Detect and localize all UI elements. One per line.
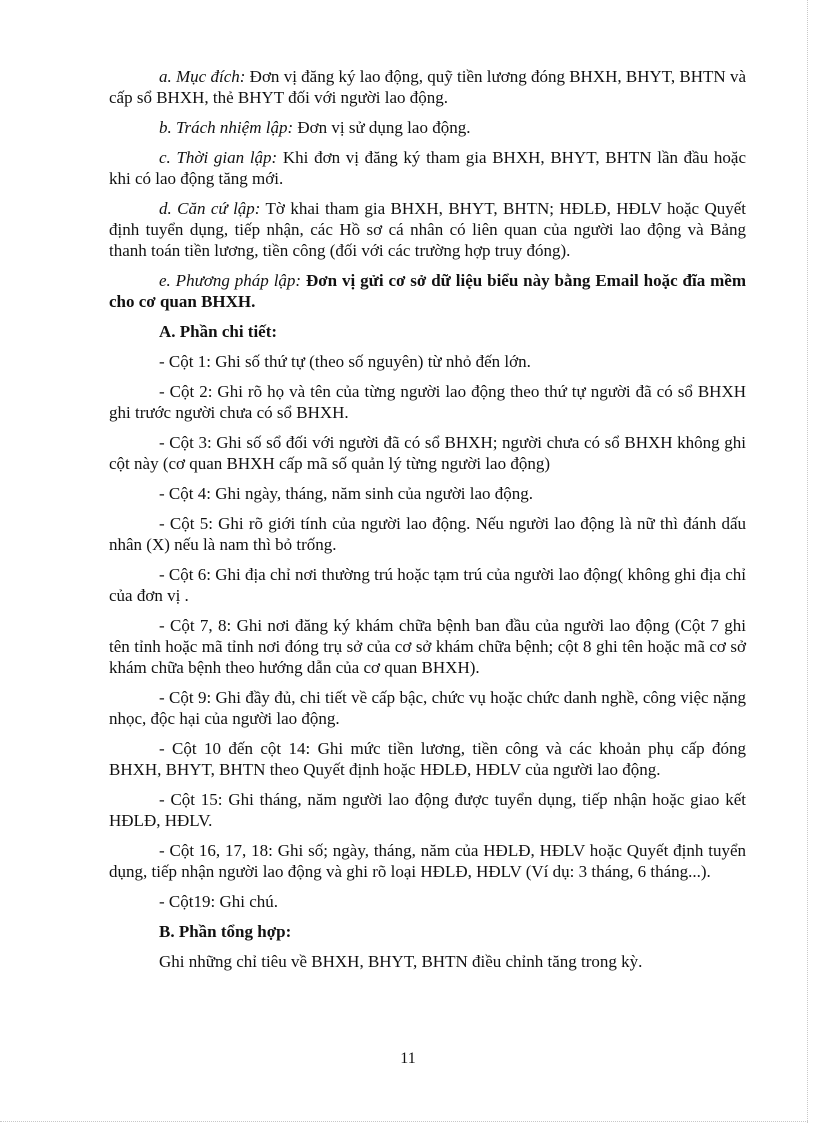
paragraph-time [109, 147, 746, 189]
list-item-col15: - Cột 15: Ghi tháng, năm người lao động được tuyển dụng, tiếp nhận hoặc giao kết HĐLĐ, HĐLV. [109, 790, 746, 830]
purpose-text: Đơn vị đăng ký lao động, quỹ tiền lương đóng BHXH, BHYT, BHTN và cấp sổ BHXH, thẻ BHYT đối với người lao động. [109, 67, 746, 107]
paragraph-purpose [109, 66, 746, 108]
list-item-col9: - Cột 9: Ghi đầy đủ, chi tiết về cấp bậc, chức vụ hoặc chức danh nghề, công việc nặng nhọc, độc hại của người lao động. [109, 688, 746, 728]
list-item-col3: - Cột 3: Ghi số sổ đối với người đã có sổ BHXH; người chưa có sổ BHXH không ghi cột này (cơ quan BHXH cấp mã số quản lý từng người lao động) [109, 433, 746, 473]
basis-text: Tờ khai tham gia BHXH, BHYT, BHTN; HĐLĐ, HĐLV hoặc Quyết định tuyển dụng, tiếp nhận, các Hồ sơ cá nhân có liên quan của người lao động và Bảng thanh toán tiền lương, tiền công (đối với các trường hợp truy đóng). [109, 199, 746, 260]
section-b-text: Ghi những chỉ tiêu về BHXH, BHYT, BHTN điều chỉnh tăng trong kỳ. [159, 952, 643, 971]
paragraph-basis [109, 198, 746, 261]
list-item-col6: - Cột 6: Ghi địa chỉ nơi thường trú hoặc tạm trú của người lao động( không ghi địa chỉ của đơn vị . [109, 565, 746, 605]
basis-label: d. Căn cứ lập: [159, 199, 261, 218]
method-text: Đơn vị gửi cơ sở dữ liệu biểu này bằng Email hoặc đĩa mềm cho cơ quan BHXH. [109, 271, 746, 311]
list-item-col10-14: - Cột 10 đến cột 14: Ghi mức tiền lương, tiền công và các khoản phụ cấp đóng BHXH, BHYT, BHTN theo Quyết định hoặc HĐLĐ, HĐLV của người lao động. [109, 739, 746, 779]
paragraph-method [109, 270, 746, 312]
method-label: e. Phương pháp lập: [159, 271, 302, 290]
list-item-col5: - Cột 5: Ghi rõ giới tính của người lao động. Nếu người lao động là nữ thì đánh dấu nhân (X) nếu là nam thì bỏ trống. [109, 514, 746, 554]
page-border-bottom [0, 1121, 808, 1122]
list-item-col16-18: - Cột 16, 17, 18: Ghi số; ngày, tháng, năm của HĐLĐ, HĐLV hoặc Quyết định tuyển dụng, tiếp nhận người lao động và ghi rõ loại HĐLĐ, HĐLV (Ví dụ: 3 tháng, 6 tháng...). [109, 841, 746, 881]
document-body [109, 66, 746, 981]
page-number: 11 [400, 1050, 416, 1067]
responsibility-label: b. Trách nhiệm lập: [159, 118, 294, 137]
section-a-heading: A. Phần chi tiết: [159, 322, 278, 341]
paragraph-responsibility [109, 117, 746, 138]
list-item-col2: - Cột 2: Ghi rõ họ và tên của từng người lao động theo thứ tự người đã có sổ BHXH ghi trước người chưa có sổ BHXH. [109, 382, 746, 422]
responsibility-text: Đơn vị sử dụng lao động. [293, 118, 471, 137]
list-item-col7-8: - Cột 7, 8: Ghi nơi đăng ký khám chữa bệnh ban đầu của người lao động (Cột 7 ghi tên tỉnh hoặc mã tỉnh nơi đóng trụ sở của cơ sở khám chữa bệnh; cột 8 ghi tên hoặc mã cơ sở khám chữa bệnh theo hướng dẫn của cơ quan BHXH). [109, 616, 746, 677]
time-text: Khi đơn vị đăng ký tham gia BHXH, BHYT, BHTN lần đầu hoặc khi có lao động tăng mới. [109, 148, 747, 188]
section-b-heading: B. Phần tổng hợp: [159, 922, 292, 941]
list-item-col1: - Cột 1: Ghi số thứ tự (theo số nguyên) từ nhỏ đến lớn. [159, 352, 531, 371]
purpose-label: a. Mục đích: [159, 67, 246, 86]
list-item-col19: - Cột19: Ghi chú. [159, 892, 278, 911]
list-item-col4: - Cột 4: Ghi ngày, tháng, năm sinh của người lao động. [159, 484, 534, 503]
time-label: c. Thời gian lập: [159, 148, 278, 167]
page-border-right [807, 0, 808, 1123]
